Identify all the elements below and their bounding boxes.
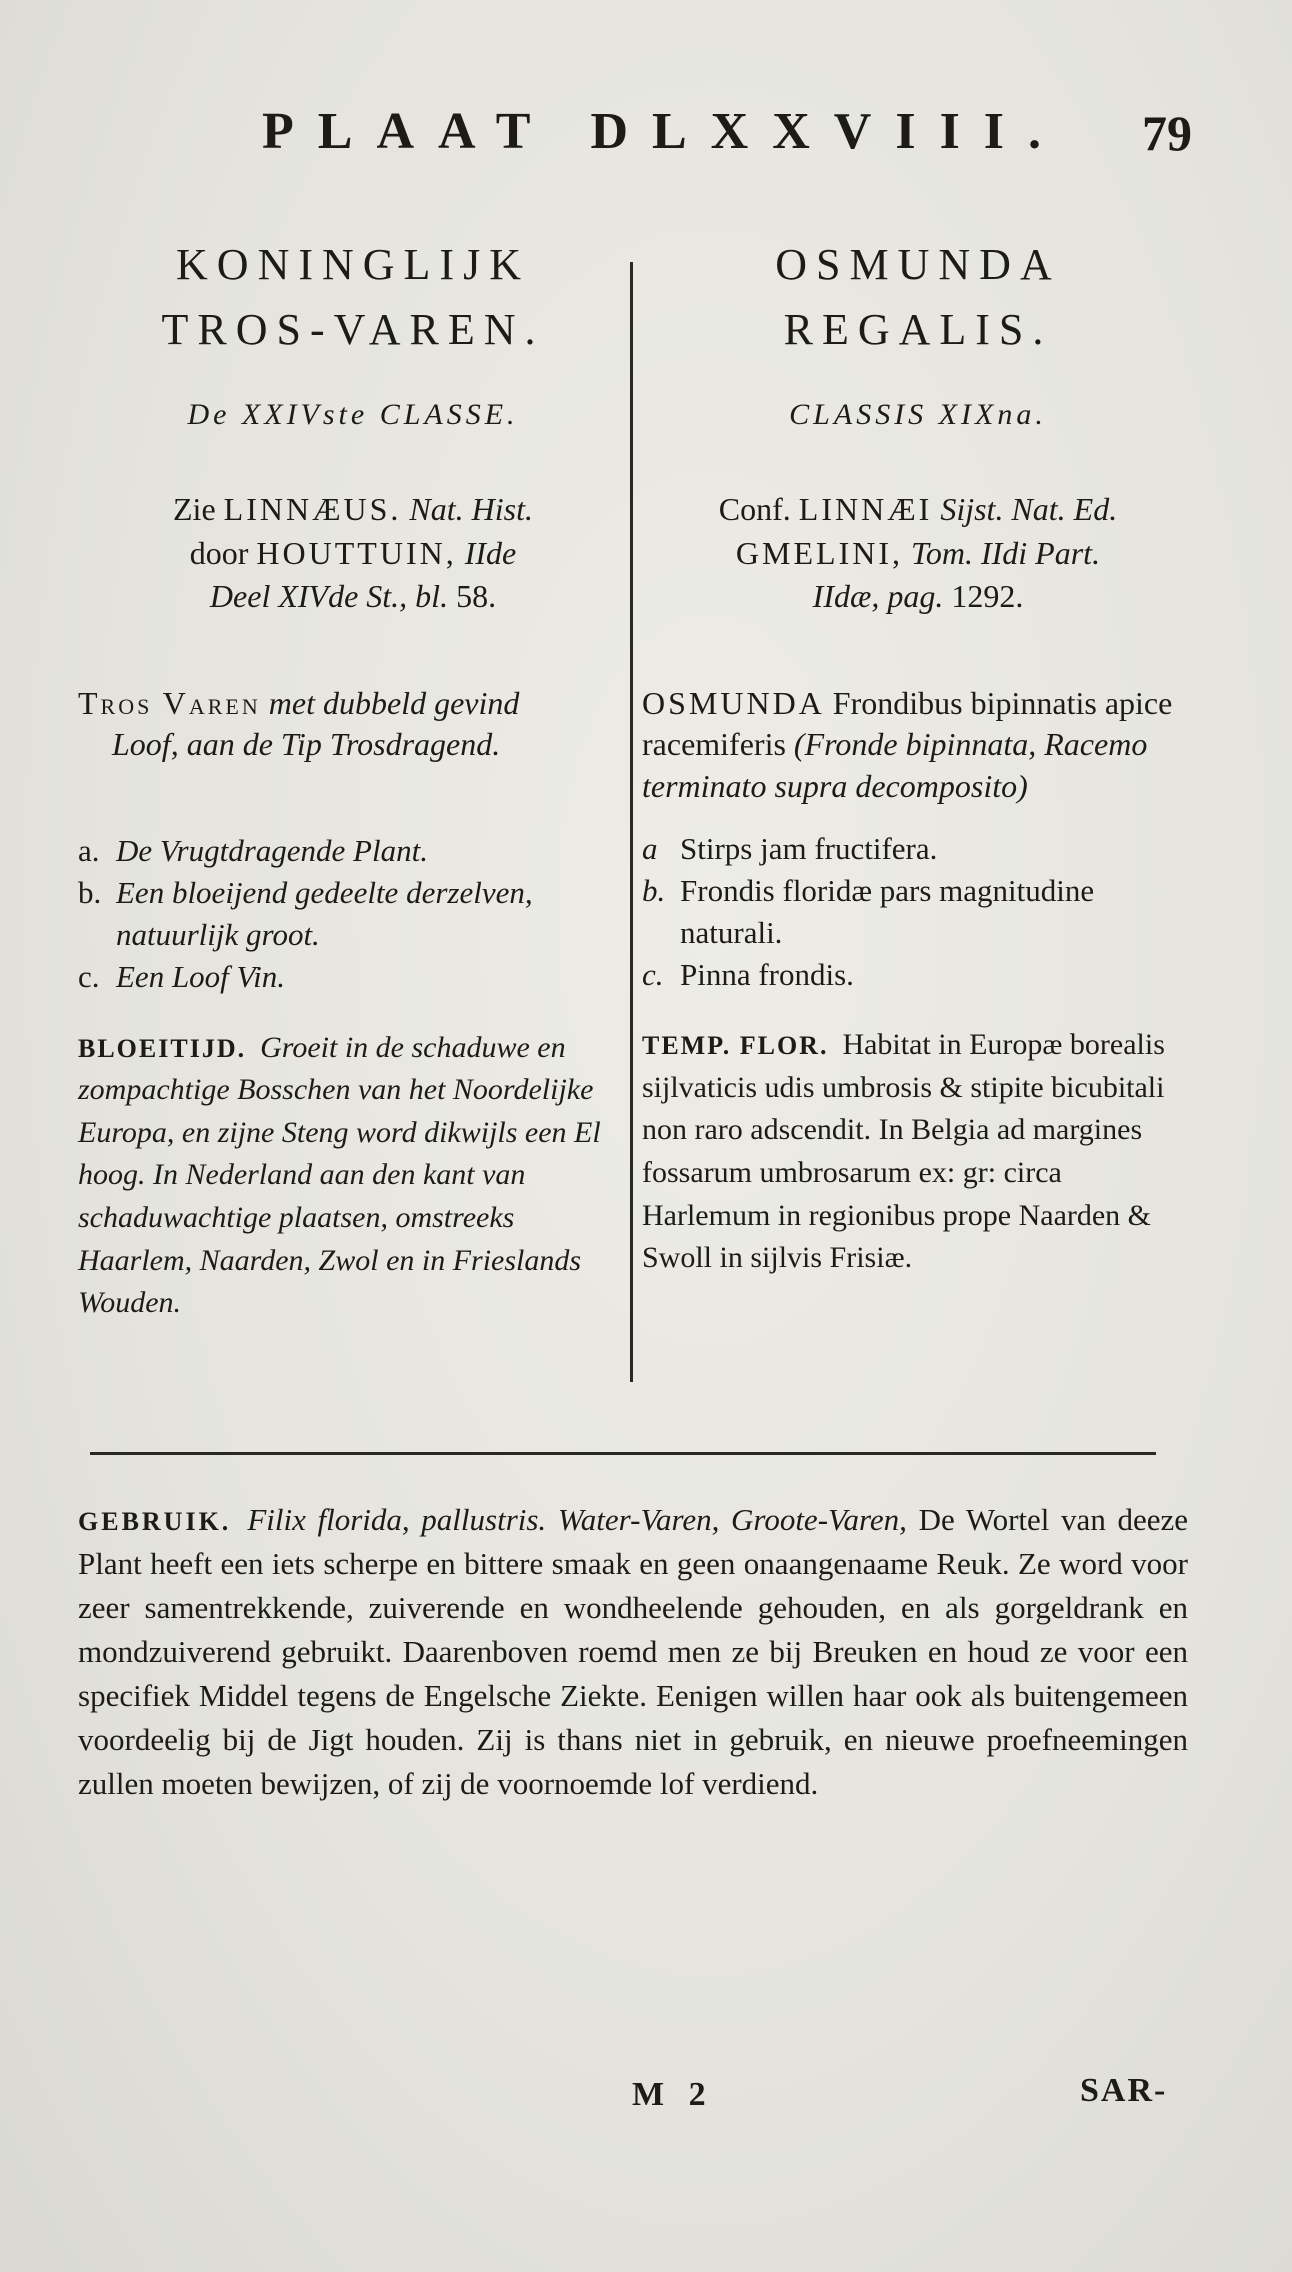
dutch-desc-rest1: met dubbeld gevind: [268, 684, 520, 721]
dutch-flowering-text: Groeit in de schaduwe en zompachtige Bosschen van het Noordelijke Europa, en zijne Steng word dikwijls een El hoog. In Nederland aan den kant van schaduwachtige plaatsen, omstreeks Haarlem, Naarden, Zwol en in Frieslands Wouden.: [78, 1030, 601, 1320]
latin-flowering-label: TEMP. FLOR.: [642, 1031, 829, 1061]
plate-heading: PLAAT DLXXVIII.: [262, 103, 1066, 160]
ref-zie: Zie: [173, 491, 216, 528]
ref-latin-page: 1292.: [951, 578, 1024, 615]
dutch-title-line1: KONINGLIJK: [176, 240, 530, 289]
page-number: 79: [1142, 105, 1192, 161]
list-text: Een bloeijend gedeelte derzelven, natuurlijk groot.: [116, 875, 533, 953]
ref-conf: Conf.: [718, 491, 791, 528]
latin-desc-lead: OSMUNDA: [642, 684, 825, 721]
dutch-classe: De XXIVste CLASSE.: [187, 398, 519, 432]
ref-page: 58.: [456, 578, 497, 615]
list-text: Stirps jam fructifera.: [680, 830, 938, 866]
ref-deel: Deel XIVde St., bl.: [209, 578, 449, 615]
latin-title-line1: OSMUNDA: [775, 240, 1061, 289]
usage-text: De Wortel van deeze Plant heeft een iets scherpe en bittere smaak en geen onaangenaame Reuk. Ze word voor zeer samentrekkende, zuiverende en wondheelende gehouden, en als gorgeldrank en mondzuiverend gebruikt. Daarenboven roemd men ze bij Breuken en houd ze voor een specifiek Middel tegens de Engelsche Ziekte. Eenigen willen haar ook als buitengemeen voordeelig bij de Jigt houden. Zij is thans niet in gebruik, en nieuwe proefneemingen zullen moeten bewijzen, of zij de voornoemde lof verdiend.: [78, 1502, 1189, 1802]
latin-classis: CLASSIS XIXna.: [789, 398, 1047, 432]
latin-figure-list: [642, 828, 1194, 997]
latin-flowering-text: Habitat in Europæ borealis sijlvaticis udis umbrosis & stipite bicubitali non raro adscendit. In Belgia ad margines fossarum umbrosarum ex: gr: circa Harlemum in regionibus prope Naarden & Swoll in sijlvis Frisiæ.: [642, 1028, 1165, 1275]
dutch-figure-list: [78, 830, 628, 999]
ref-door: door: [189, 534, 249, 571]
list-text: Frondis floridæ pars magnitudine naturali.: [680, 872, 1095, 950]
latin-flowering-paragraph: [642, 1024, 1194, 1280]
latin-description: [642, 683, 1194, 808]
dutch-reference: [78, 488, 628, 619]
list-item: [642, 828, 1194, 870]
list-text: De Vrugtdragende Plant.: [116, 832, 428, 868]
catchword: SAR-: [1080, 2072, 1168, 2109]
ref-sijst: Sijst. Nat. Ed.: [940, 491, 1118, 528]
list-letter: c.: [78, 959, 100, 995]
latin-reference: [642, 488, 1194, 619]
ref-iidae: IIdæ, pag.: [812, 578, 944, 615]
ref-iide: IIde: [464, 534, 517, 571]
latin-desc-italic: (Fronde bipinnata, Racemo terminato supra decomposito): [642, 726, 1148, 804]
dutch-title-line2: TROS-VAREN.: [161, 305, 545, 355]
list-item: [78, 872, 628, 956]
list-item: [78, 830, 628, 872]
list-letter: c.: [642, 957, 664, 993]
dutch-description: [78, 683, 628, 766]
dutch-flowering-paragraph: [78, 1027, 628, 1325]
ref-gmelini: GMELINI,: [735, 534, 903, 571]
latin-title-line2: REGALIS.: [783, 305, 1053, 355]
column-divider: [630, 262, 633, 1382]
list-letter: a.: [78, 832, 100, 868]
ref-linnaeus: LINNÆUS.: [223, 491, 402, 528]
usage-paragraph: [78, 1498, 1188, 1806]
list-item: [642, 954, 1194, 996]
list-text: Pinna frondis.: [680, 957, 854, 993]
ref-linnaei: LINNÆI: [798, 491, 933, 528]
usage-italic-lead: Filix florida, pallustris. Water-Varen, Groote-Varen,: [247, 1502, 907, 1537]
list-item: [78, 956, 628, 998]
latin-desc-rest: Frondibus bipinnatis apice racemiferis: [642, 684, 1173, 763]
list-text: Een Loof Vin.: [116, 959, 286, 995]
ref-houttuin: HOUTTUIN,: [256, 534, 457, 571]
list-letter: a: [642, 830, 658, 866]
list-letter: b.: [642, 872, 666, 908]
usage-label: GEBRUIK.: [78, 1507, 232, 1536]
ref-tom: Tom. IIdi Part.: [911, 534, 1101, 571]
list-item: [642, 870, 1194, 954]
ref-nat-hist: Nat. Hist.: [409, 491, 533, 528]
dutch-desc-lead: Tros Varen: [78, 684, 261, 721]
signature-mark: M 2: [632, 2076, 714, 2113]
dutch-column: [78, 232, 628, 1325]
horizontal-rule: [90, 1452, 1156, 1455]
dutch-desc-rest2: Loof, aan de Tip Trosdragend.: [112, 726, 501, 763]
latin-column: [642, 232, 1194, 1280]
dutch-flowering-label: BLOEITIJD.: [78, 1033, 247, 1063]
list-letter: b.: [78, 875, 102, 911]
